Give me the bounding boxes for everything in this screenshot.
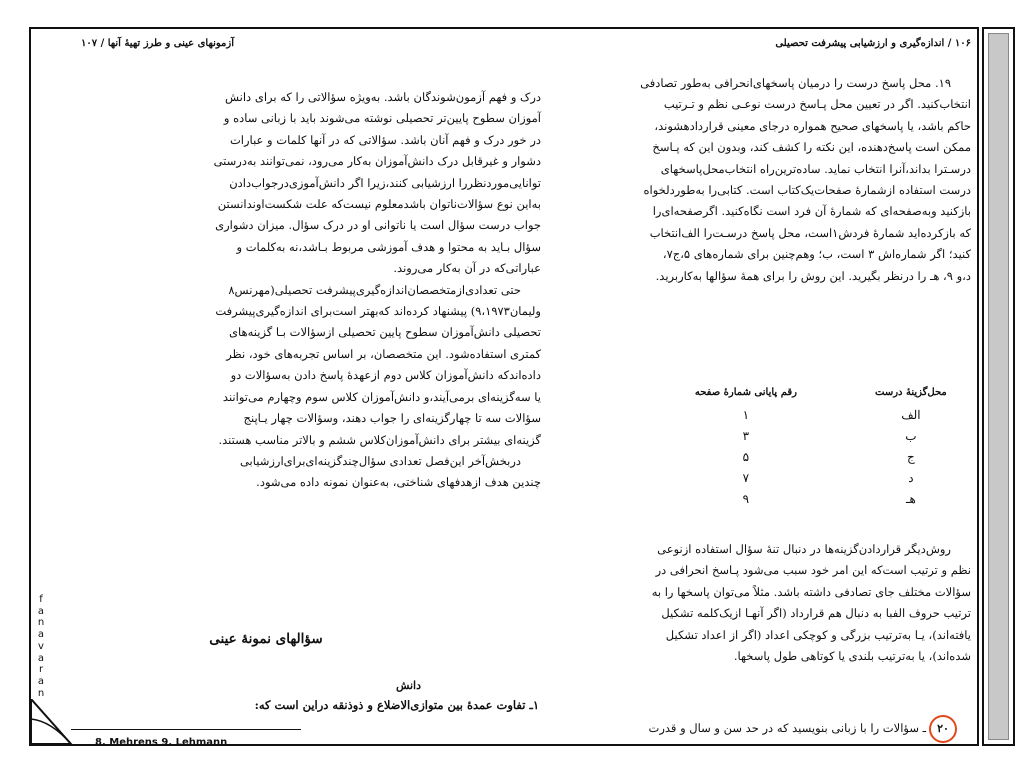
table-cell: هـ (905, 491, 916, 506)
text-line: کنید؛ اگر شماره‌اش ۳ است، ب؛ وهم‌چنین برای شماره‌های ۵،ج۷، (662, 247, 971, 262)
text-line: ولیمان۹،۱۹۷۳) پیشنهاد کرده‌اند که‌بهتر است‌برای اندازه‌گیری‌پیشرفت (215, 304, 541, 319)
text-line: روش‌دیگر قراردادن‌گزینه‌ها در دنبال تنهٔ سؤال استفاده ازنوعی (657, 542, 951, 556)
text-line: سؤالات مختلف جای تصادفی داشته باشد. مثلاً می‌توان پاسخها را به (651, 584, 971, 599)
table-header-page-digit: رقم پایانی شمارهٔ صفحه (694, 387, 797, 398)
text-line: حتی تعدادی‌ازمتخصصان‌اندازه‌گیری‌پیشرفت تحصیلی(مهرنس۸ (228, 282, 521, 297)
watermark-letter: n (37, 687, 45, 699)
table-cell: د (908, 470, 914, 485)
text-line: کمتری استفاده‌شود. این متخصصان، بر اساس تجربه‌های خود، نظر (226, 346, 541, 361)
table-row (649, 488, 979, 509)
text-line: دربخش‌آخر این‌فصل تعدادی سؤال‌چندگزینه‌ای‌برای‌ارزشیابی (239, 453, 521, 468)
text-line: انتخاب‌کنید. اگر در تعیین محل پـاسخ درست نوعـی نظم و تـرتیب (663, 97, 971, 112)
text-line: دشوار و غیرقابل درک دانش‌آموزان به‌کار می‌رود، نمی‌توانند به‌درستی (213, 154, 541, 169)
right-page-body (567, 73, 971, 287)
table-cell: ۳ (742, 428, 750, 443)
text-line: ۱۹. محل پاسخ درست را درمیان پاسخهای‌انحرافی به‌طور تصادفی (640, 76, 951, 90)
text-line: د،و ۹، هـ را درنظر بگیرید. این روش را برای همهٔ سؤالها به‌کاربرید. (655, 268, 971, 283)
vertical-scrollbar[interactable] (982, 27, 1015, 746)
watermark-letter: a (37, 675, 45, 687)
watermark-letter: f (39, 594, 43, 605)
item-20-line (649, 715, 958, 743)
section-title: سؤالهای نمونهٔ عینی (209, 631, 323, 647)
table-cell: ج (907, 449, 915, 464)
right-page-header: ۱۰۶ / اندازه‌گیری و ارزشیابی پیشرفت تحصیلی (775, 38, 971, 49)
text-line: یا سه‌گزینه‌ای برمی‌آیند،و دانش‌آموزان کلاس سوم وچهارم می‌توانند (222, 389, 541, 404)
text-line: توانایی‌موردنظررا ارزشیابی کنند،زیرا اگر دانش‌آموزی‌درجواب‌دادن (229, 175, 541, 190)
item-20-text: ـ سؤالات را با زبانی بنویسید که در حد سن و سال و قدرت (648, 721, 926, 735)
text-line: حاکم باشد، یا پاسخهای صحیح همواره درجای معینی قراردادهشوند، (654, 118, 971, 133)
text-line: بازکنید وبه‌صفحه‌ای که شمارهٔ آن فرد است نگاه‌کنید. اگرصفحه‌ای‌را (652, 204, 971, 219)
table-cell: ب (905, 428, 917, 443)
book-spread (29, 27, 979, 746)
text-line: عباراتی‌که در آن به‌کار می‌روند. (393, 261, 541, 276)
watermark-letter: n (37, 617, 45, 629)
footnote-divider (71, 729, 301, 730)
right-page (555, 29, 979, 744)
right-page-body-continued (567, 539, 971, 667)
text-line: که بازکرده‌اید شمارهٔ فردش۱است، محل پاسخ درسـت‌را الف‌انتخاب (649, 225, 971, 240)
table-cell: ۱ (742, 407, 750, 422)
subheading-knowledge: دانش (395, 679, 421, 692)
watermark-letter: v (38, 640, 44, 652)
text-line: یافته‌اند)، یـا به‌ترتیب بزرگی و کوچکی اعداد (اگر از اعداد تشکیل (665, 627, 971, 642)
table-cell: الف (901, 407, 921, 422)
table-row (649, 425, 979, 446)
watermark-letter: r (38, 664, 44, 676)
text-line: درسـترا بداند،آنرا انتخاب نماید. ساده‌ترین‌راه انتخاب‌محل‌پاسخهای (660, 161, 971, 176)
watermark-letter: a (37, 652, 45, 664)
circled-item-number: ۲۰ (929, 715, 957, 743)
text-line: ترتیب حروف الفبا به دنبال هم قرارداد (اگر آنهـا ازیک‌کلمه تشکیل (661, 606, 971, 621)
table-cell: ۷ (742, 470, 750, 485)
answer-position-table (649, 387, 979, 509)
table-cell: ۹ (742, 491, 750, 506)
text-line: جواب درست سؤال است یا ناتوانی او در درک سؤال. میزان دشواری (215, 218, 541, 233)
text-line: سؤالات سه تا چهارگزینه‌ای را جواب دهند، وسؤالات چهار یـا‌پنج (243, 411, 541, 426)
scrollbar-thumb[interactable] (988, 33, 1009, 740)
footnote: 8. Mehrens 9. Lehmann (95, 737, 228, 748)
table-header-correct-option: محل‌گزینهٔ درست (875, 387, 947, 398)
page-curl-icon (31, 699, 91, 749)
text-line: داده‌اند‌که دانش‌آموزان کلاس دوم ازعهدهٔ پاسخ دادن به‌سؤالات دو (230, 368, 541, 383)
left-page-header: آزمونهای عینی و طرز تهیهٔ آنها / ۱۰۷ (81, 38, 235, 49)
text-line: آموزان سطوح پایین‌تر تحصیلی نوشته می‌شوند باید با زبانی ساده و (223, 111, 541, 126)
text-line: درست استفاده ازشمارهٔ صفحات‌یک‌کتاب است. کتابی‌را به‌طوردلخواه (643, 183, 971, 198)
left-page-body (55, 87, 541, 494)
table-row (649, 467, 979, 488)
text-line: در خور درک و فهم آنان باشد. سؤالاتی که در آنها کلمات و عبارات (229, 132, 541, 147)
text-line: چندین هدف ازهدفهای شناختی، به‌عنوان نمونه داده می‌شود. (256, 475, 541, 490)
text-line: گزینه‌ای بیشتر برای دانش‌آموزان‌کلاس ششم و بالاتر مناسب هستند. (218, 432, 541, 447)
text-line: تحصیلی دانش‌آموزان سطوح پایین تحصیلی ازسؤالات بـا گزینه‌های (229, 325, 541, 340)
sample-question-1: ۱ـ تفاوت عمدهٔ بین متوازی‌الاضلاع و ذوذنقه دراین است که: (254, 698, 539, 712)
table-row (649, 404, 979, 425)
watermark-letter: a (37, 629, 45, 641)
text-line: نظم و ترتیب است‌که این امر خود سبب می‌شود پـاسخ انحرافی در (655, 563, 971, 578)
text-line: سؤال بـاید به محتوا و هدف آموزشی مربوط بـاشد،نه به‌کلمات و (236, 239, 541, 254)
text-line: به‌این نوع سؤالات‌ناتوان باشدمعلوم نیست‌که علت شکست‌اوندانستن (217, 197, 541, 212)
left-page (31, 29, 551, 748)
table-cell: ۵ (742, 449, 750, 464)
text-line: ممکن است پاسخ‌دهنده، این نکته را کشف کند، وبدون این که پـاسخ (652, 140, 971, 155)
watermark (35, 594, 47, 699)
text-line: درک و فهم آزمون‌شوندگان باشد. به‌ویژه سؤالاتی را که برای دانش‌ (224, 90, 541, 104)
text-line: شده‌اند)، یا به‌ترتیب بلندی یا کوتاهی طول پاسخها. (733, 649, 971, 664)
watermark-letter: a (37, 605, 45, 617)
table-row (649, 446, 979, 467)
